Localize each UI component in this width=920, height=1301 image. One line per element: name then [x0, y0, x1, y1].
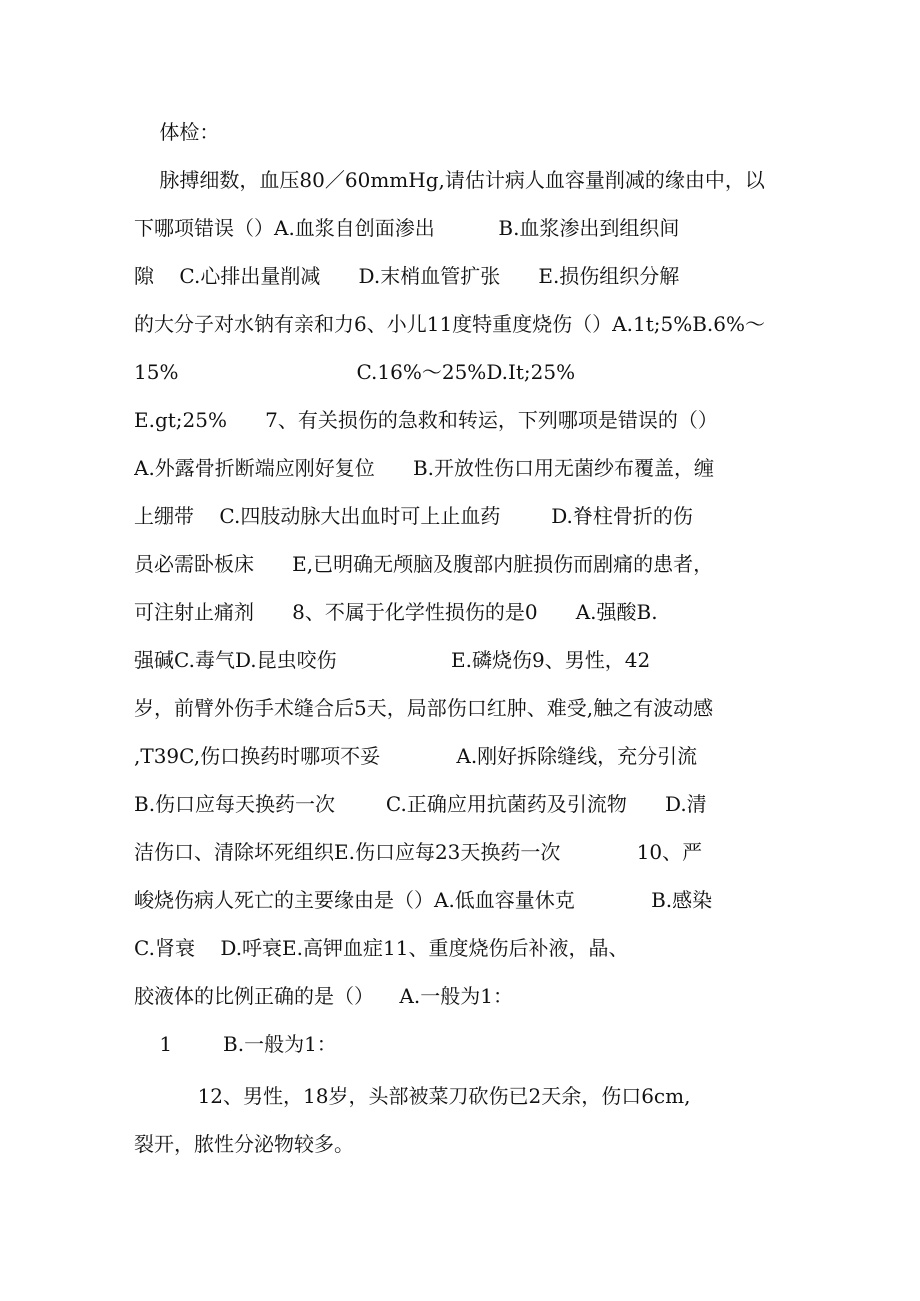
text-line: A.外露骨折断端应刚好复位 B.开放性伤口用无菌纱布覆盖，缠	[134, 456, 714, 480]
text-line: 峻烧伤病人死亡的主要缘由是（）A.低血容量休克 B.感染	[134, 888, 713, 912]
text-line: E.gt;25% 7、有关损伤的急救和转运，下列哪项是错误的（）	[134, 408, 718, 432]
text-line: 胶液体的比例正确的是（） A.一般为1：	[134, 984, 513, 1008]
text-line: 岁，前臂外伤手术缝合后5天，局部伤口红肿、难受,触之有波动感	[134, 696, 714, 720]
text-line: 15% C.16%～25%D.It;25%	[134, 360, 576, 384]
text-line: 隙 C.心排出量削减 D.末梢血管扩张 E.损伤组织分解	[134, 264, 680, 288]
text-line: 洁伤口、清除坏死组织E.伤口应每23天换药一次 10、严	[134, 840, 703, 864]
text-line: B.伤口应每天换药一次 C.正确应用抗菌药及引流物 D.清	[134, 792, 707, 816]
text-line: 上绷带 C.四肢动脉大出血时可上止血药 D.脊柱骨折的伤	[134, 504, 693, 528]
text-line: C.肾衰 D.呼衰E.高钾血症11、重度烧伤后补液，晶、	[134, 936, 629, 960]
text-line: 下哪项错误（）A.血浆自创面渗出 B.血浆渗出到组织间	[134, 216, 680, 240]
text-line: 1 B.一般为1：	[134, 1032, 337, 1056]
text-line: 可注射止痛剂 8、不属于化学性损伤的是0 A.强酸B.	[134, 600, 658, 624]
text-line: 12、男性，18岁，头部被菜刀砍伤已2天余，伤口6cm,	[134, 1084, 691, 1108]
text-line: 强碱C.毒气D.昆虫咬伤 E.磷烧伤9、男性，42	[134, 648, 651, 672]
text-line: 脉搏细数，血压80／60mmHg,请估计病人血容量削减的缘由中，以	[134, 168, 765, 192]
text-line: 体检：	[134, 120, 220, 144]
text-line: 员必需卧板床 E,已明确无颅脑及腹部内脏损伤而剧痛的患者，	[134, 552, 714, 576]
text-line: ,T39C,伤口换药时哪项不妥 A.刚好拆除缝线，充分引流	[134, 744, 698, 768]
text-line: 裂开，脓性分泌物较多。	[134, 1132, 354, 1156]
text-line: 的大分子对水钠有亲和力6、小儿11度特重度烧伤（）A.1t;5%B.6%～	[134, 312, 765, 336]
